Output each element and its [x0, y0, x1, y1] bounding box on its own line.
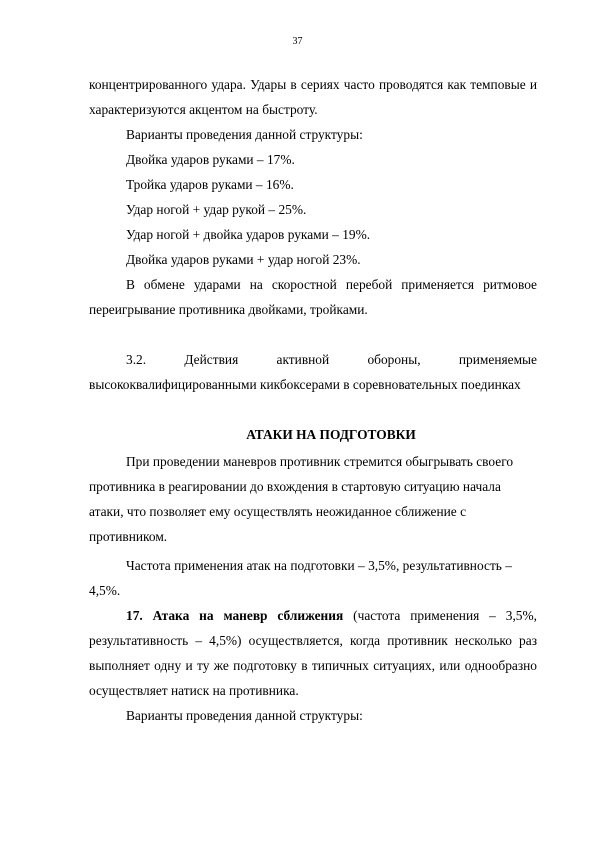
- attack-17-text: (частота применения – 3,5%, результативность – 4,5%) осуществляется, когда противник несколько раз выполняет одну и ту же подготовку в типичных ситуациях, или однообразно осуществляет натиск на противника.: [89, 608, 537, 698]
- page-number: 37: [292, 36, 303, 47]
- spacer: [89, 397, 537, 422]
- paragraph-frequency: Частота применения атак на подготовки – 3,5%, результативность – 4,5%.: [89, 558, 512, 598]
- list-item: Тройка ударов руками – 16%.: [126, 177, 294, 192]
- spacer: [89, 322, 537, 347]
- list-item: Двойка ударов руками + удар ногой 23%.: [126, 252, 361, 267]
- list-item: Двойка ударов руками – 17%.: [126, 152, 295, 167]
- paragraph-maneuvers: При проведении маневров противник стремится обыгрывать своего противника в реагировании до вхождения в стартовую ситуацию начала атаки, что позволяет ему осуществлять неожиданное сближение с противником.: [89, 454, 514, 544]
- paragraph-continuation: концентрированного удара. Удары в сериях часто проводятся как темповые и характеризуются акцентом на быстроту.: [89, 77, 537, 117]
- variants-label-2: Варианты проведения данной структуры:: [126, 708, 363, 723]
- attack-17-title: 17. Атака на маневр сближения: [126, 608, 344, 623]
- paragraph-attack-17: [89, 603, 537, 703]
- list-item: Удар ногой + двойка ударов руками – 19%.: [126, 227, 371, 242]
- section-title: 3.2. Действия активной обороны, применяемые высококвалифицированными кикбоксерами в соревновательных поединках: [89, 352, 537, 392]
- list-item: Удар ногой + удар рукой – 25%.: [126, 202, 307, 217]
- paragraph-exchange: В обмене ударами на скоростной перебой применяется ритмовое переигрывание противника двойками, тройками.: [89, 277, 537, 317]
- variants-label: Варианты проведения данной структуры:: [126, 127, 363, 142]
- section-heading: АТАКИ НА ПОДГОТОВКИ: [246, 427, 416, 442]
- page-body: [89, 72, 537, 728]
